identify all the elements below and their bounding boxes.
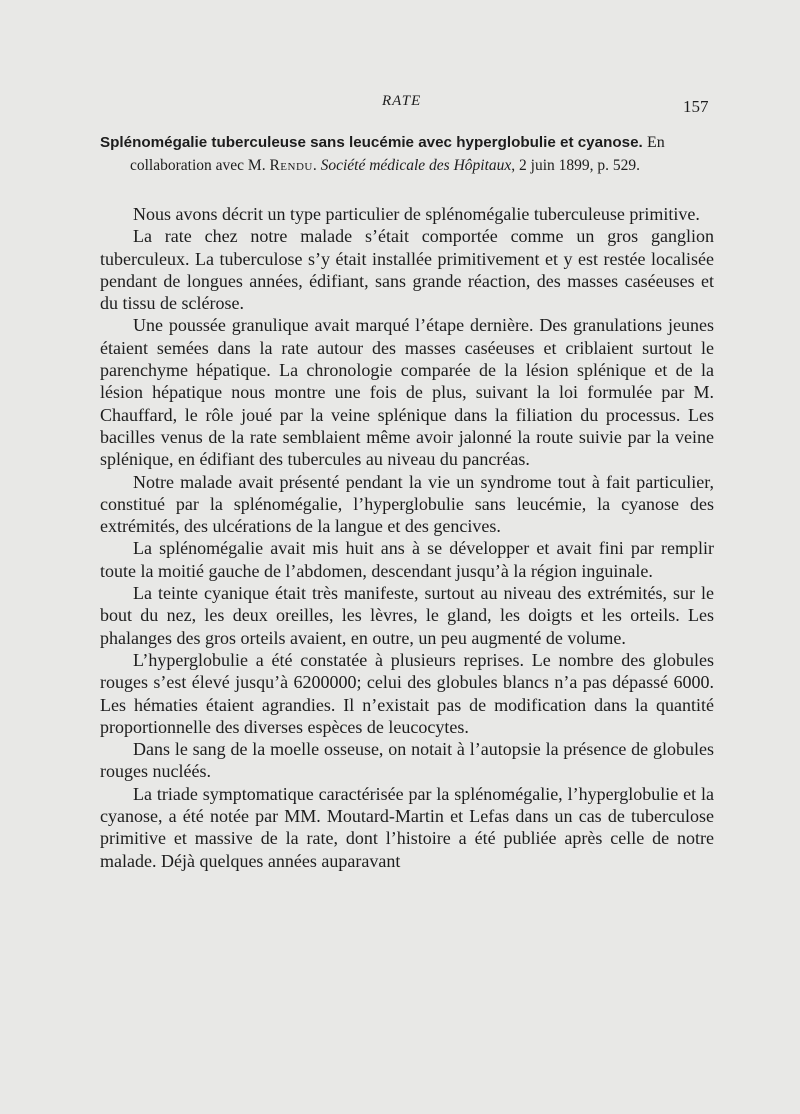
paragraph: Notre malade avait présenté pendant la vie un syndrome tout à fait particulier, constitué par la splénomégalie, l’hyperglobulie sans leucémie, la cyanose des extrémités, des ulcérations de la langue et des gencives.: [100, 471, 714, 537]
paragraph: La triade symptomatique caractérisée par la splénomégalie, l’hyperglobulie et la cyanose, a été notée par MM. Moutard-Martin et Lefas dans un cas de tuberculose primitive et massive de la rate, dont l’histoire a été publiée après celle de notre malade. Déjà quelques années auparavant: [100, 783, 714, 871]
collaborator-name: Rendu: [269, 157, 313, 174]
entry-reference: collaboration avec M. Rendu. Société médicale des Hôpitaux, 2 juin 1899, p. 529.: [130, 157, 641, 174]
publication-date-pages: 2 juin 1899, p. 529.: [519, 157, 641, 174]
paragraph: Une poussée granulique avait marqué l’étape dernière. Des granulations jeunes étaient semées dans la rate autour des masses caséeuses et criblaient surtout le parenchyme hépatique. La chronologie comparée de la lésion splénique et de la lésion hépatique nous montre une fois de plus, suivant la loi formulée par M. Chauffard, le rôle joué par la veine splénique dans la filiation du processus. Les bacilles venus de la rate semblaient même avoir jalonné la route suivie par la veine splénique, en édifiant des tubercules au niveau du pancréas.: [100, 315, 714, 470]
journal-name: Société médicale des Hôpitaux: [320, 157, 512, 174]
paragraph: Nous avons décrit un type particulier de splénomégalie tuberculeuse primitive.: [133, 204, 700, 224]
running-head: [0, 93, 800, 117]
paragraph: Dans le sang de la moelle osseuse, on notait à l’autopsie la présence de globules rouges nucléés.: [100, 739, 714, 782]
paragraph: La teinte cyanique était très manifeste, surtout au niveau des extrémités, sur le bout du nez, les deux oreilles, les lèvres, le gland, les doigts et les orteils. Les phalanges des gros orteils avaient, en outre, un peu augmenté de volume.: [100, 583, 714, 648]
collab-prefix-rest: collaboration avec M.: [130, 157, 266, 174]
collab-prefix-start: En: [646, 134, 665, 151]
paragraph: L’hyperglobulie a été constatée à plusieurs reprises. Le nombre des globules rouges s’est élevé jusqu’à 6200000; celui des globules blancs n’a pas dépassé 6000. Les hématies étaient agrandies. Il n’existait pas de modification dans la quantité proportionnelle des diverses espèces de leucocytes.: [100, 649, 714, 737]
page-number: 157: [683, 97, 709, 116]
entry-title: Splénomégalie tuberculeuse sans leucémie avec hyperglobulie et cyanose.: [100, 134, 643, 151]
entry-heading: [100, 133, 720, 153]
paragraph: La rate chez notre malade s’était comportée comme un gros ganglion tuberculeux. La tuberculose s’y était installée primitivement et y est restée localisée pendant de longues années, édifiant, sans grande réaction, des masses caséeuses et du tissu de sclérose.: [100, 226, 714, 314]
running-title: RATE: [382, 93, 422, 109]
paragraph: La splénomégalie avait mis huit ans à se développer et avait fini par remplir toute la moitié gauche de l’abdomen, descendant jusqu’à la région inguinale.: [100, 538, 714, 581]
body-text: [100, 203, 714, 872]
